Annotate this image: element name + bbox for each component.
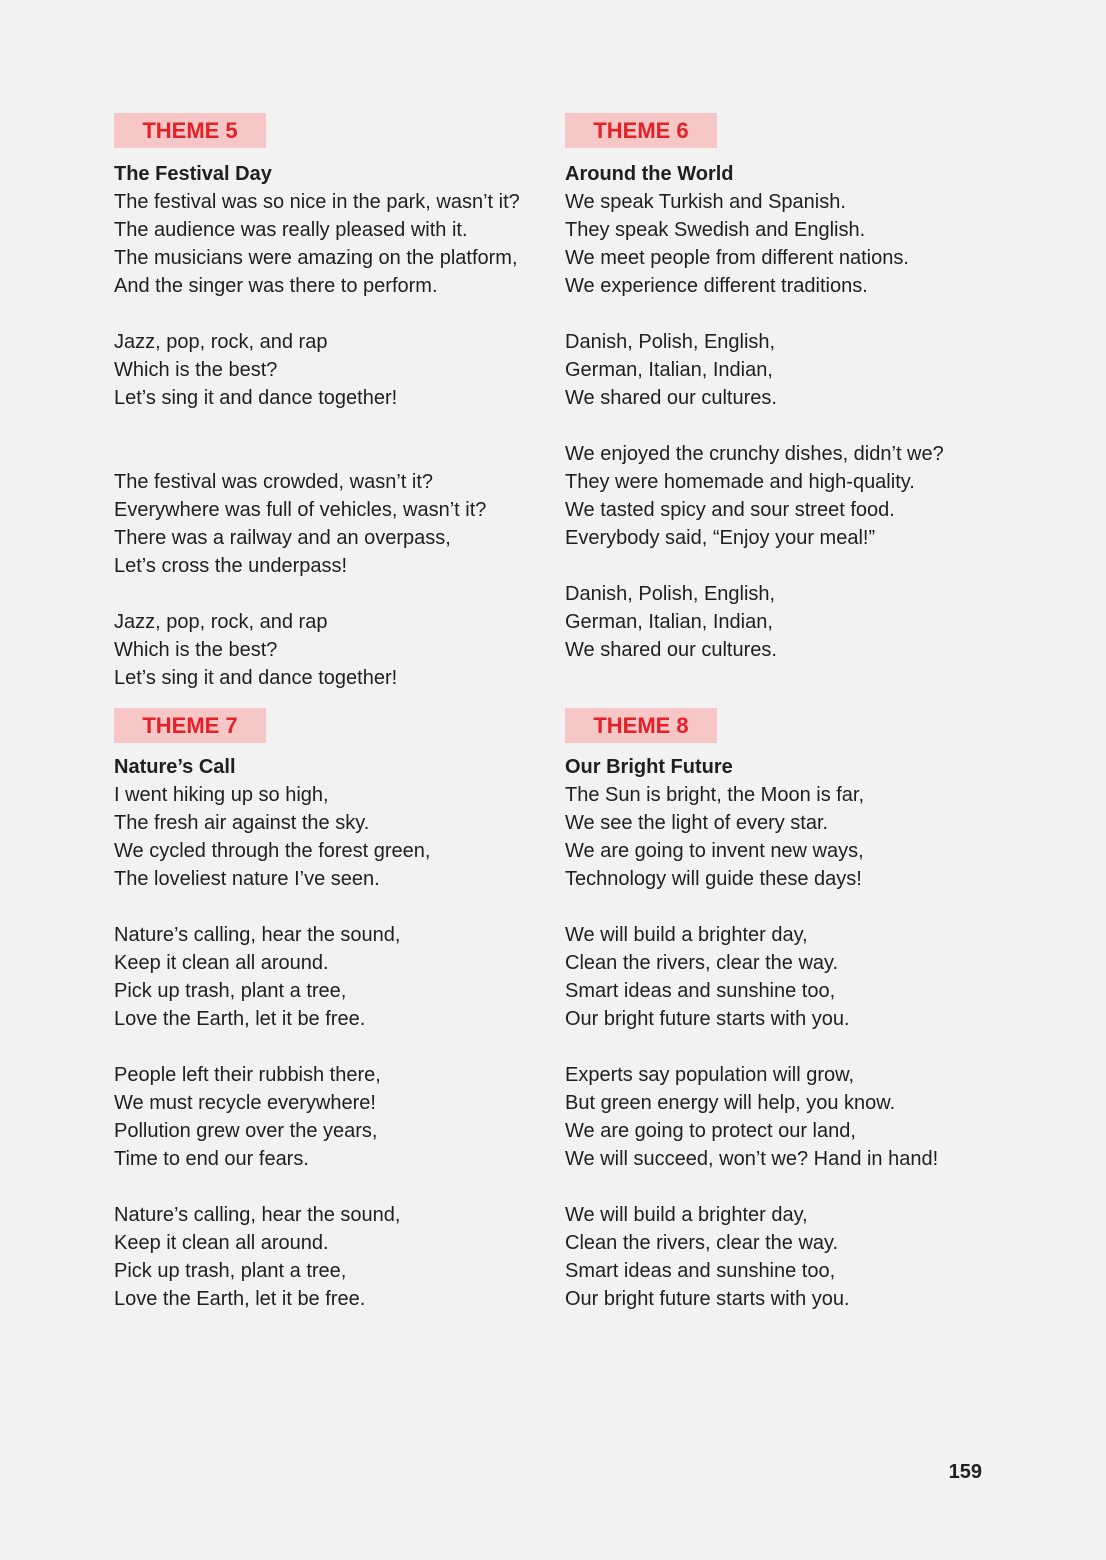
lyric-line: Danish, Polish, English, [565, 583, 776, 605]
lyric-line: We must recycle everywhere! [114, 1092, 376, 1114]
lyric-line: Keep it clean all around. [114, 1232, 329, 1254]
lyric-line: The fresh air against the sky. [114, 812, 370, 834]
lyric-line: Let’s sing it and dance together! [114, 667, 398, 689]
lyric-line: Which is the best? [114, 359, 278, 381]
lyric-line: We see the light of every star. [565, 812, 829, 834]
song-title: Nature’s Call [114, 756, 236, 778]
song-title: Around the World [565, 163, 734, 185]
lyric-line: But green energy will help, you know. [565, 1092, 896, 1114]
lyric-line: Nature’s calling, hear the sound, [114, 1204, 401, 1226]
theme-6-section [565, 113, 1017, 664]
lyric-line: They were homemade and high-quality. [565, 471, 915, 493]
lyric-line: We shared our cultures. [565, 639, 777, 661]
lyric-line: Everybody said, “Enjoy your meal!” [565, 527, 876, 549]
lyric-line: Technology will guide these days! [565, 868, 862, 890]
lyric-line: Love the Earth, let it be free. [114, 1008, 366, 1030]
lyric-line: We shared our cultures. [565, 387, 777, 409]
lyric-line: Let’s sing it and dance together! [114, 387, 398, 409]
lyric-line: Smart ideas and sunshine too, [565, 1260, 836, 1282]
lyric-line: Let’s cross the underpass! [114, 555, 348, 577]
lyric-line: We speak Turkish and Spanish. [565, 191, 846, 213]
theme-badge: THEME 5 [114, 113, 266, 148]
lyric-line: Pollution grew over the years, [114, 1120, 378, 1142]
lyric-line: The festival was so nice in the park, wasn’t it? [114, 191, 520, 213]
lyric-line: Everywhere was full of vehicles, wasn’t it? [114, 499, 487, 521]
lyric-line: The musicians were amazing on the platform, [114, 247, 518, 269]
lyric-line: Jazz, pop, rock, and rap [114, 331, 328, 353]
lyric-line: We tasted spicy and sour street food. [565, 499, 895, 521]
lyric-line: They speak Swedish and English. [565, 219, 866, 241]
lyric-line: Pick up trash, plant a tree, [114, 1260, 347, 1282]
lyric-line: I went hiking up so high, [114, 784, 329, 806]
lyric-line: Smart ideas and sunshine too, [565, 980, 836, 1002]
lyric-line: Our bright future starts with you. [565, 1288, 850, 1310]
theme-badge: THEME 8 [565, 708, 717, 743]
lyric-line: The Sun is bright, the Moon is far, [565, 784, 865, 806]
theme-7-section [114, 708, 566, 1313]
lyric-line: We will succeed, won’t we? Hand in hand! [565, 1148, 939, 1170]
lyric-line: Clean the rivers, clear the way. [565, 952, 839, 974]
lyric-line: The audience was really pleased with it. [114, 219, 468, 241]
lyric-line: We will build a brighter day, [565, 1204, 808, 1226]
lyric-line: Love the Earth, let it be free. [114, 1288, 366, 1310]
lyric-line: Jazz, pop, rock, and rap [114, 611, 328, 633]
theme-badge: THEME 7 [114, 708, 266, 743]
lyric-line: We will build a brighter day, [565, 924, 808, 946]
lyric-line: Our bright future starts with you. [565, 1008, 850, 1030]
lyric-line: Which is the best? [114, 639, 278, 661]
lyric-line: We cycled through the forest green, [114, 840, 431, 862]
lyric-line: We enjoyed the crunchy dishes, didn’t we? [565, 443, 944, 465]
lyric-line: Clean the rivers, clear the way. [565, 1232, 839, 1254]
lyric-line: The loveliest nature I’ve seen. [114, 868, 380, 890]
lyric-line: German, Italian, Indian, [565, 611, 773, 633]
song-title: Our Bright Future [565, 756, 733, 778]
lyric-line: We are going to invent new ways, [565, 840, 864, 862]
lyric-line: Pick up trash, plant a tree, [114, 980, 347, 1002]
song-title: The Festival Day [114, 163, 272, 185]
lyric-line: Experts say population will grow, [565, 1064, 855, 1086]
lyric-line: We experience different traditions. [565, 275, 868, 297]
theme-badge: THEME 6 [565, 113, 717, 148]
theme-8-section [565, 708, 1017, 1313]
lyric-line: There was a railway and an overpass, [114, 527, 451, 549]
lyric-line: We meet people from different nations. [565, 247, 909, 269]
lyric-line: And the singer was there to perform. [114, 275, 438, 297]
lyric-line: The festival was crowded, wasn’t it? [114, 471, 434, 493]
lyric-line: Danish, Polish, English, [565, 331, 776, 353]
theme-5-section [114, 113, 566, 692]
lyric-line: People left their rubbish there, [114, 1064, 381, 1086]
page-number: 159 [948, 1461, 982, 1483]
lyric-line: We are going to protect our land, [565, 1120, 856, 1142]
lyric-line: Time to end our fears. [114, 1148, 309, 1170]
lyric-line: Keep it clean all around. [114, 952, 329, 974]
lyric-line: Nature’s calling, hear the sound, [114, 924, 401, 946]
lyric-line: German, Italian, Indian, [565, 359, 773, 381]
